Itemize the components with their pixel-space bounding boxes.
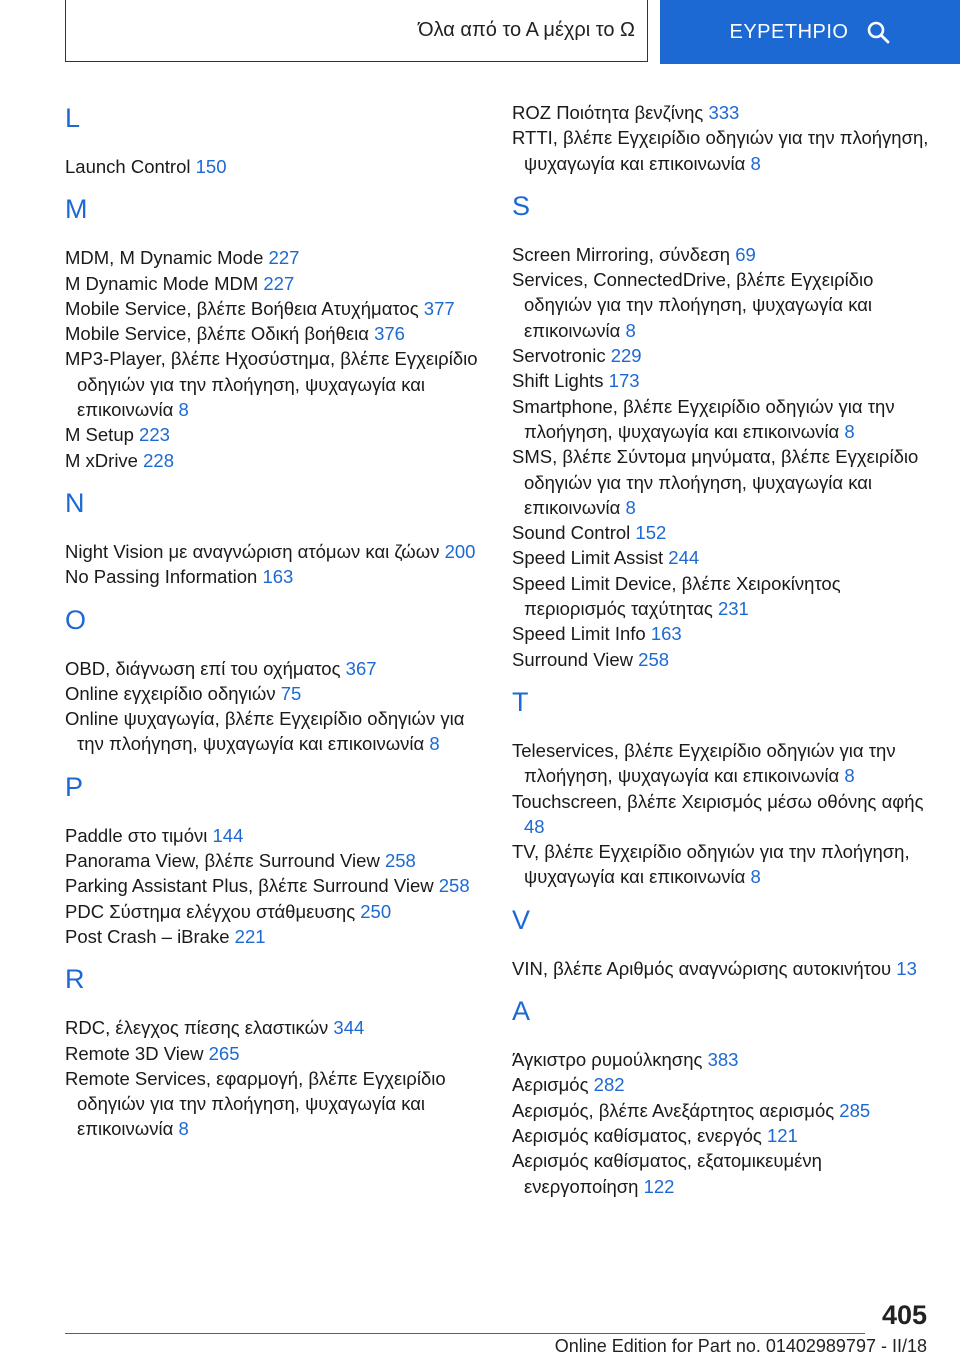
- index-entry: [512, 444, 932, 520]
- index-entry: [65, 823, 485, 848]
- index-page-link[interactable]: 377: [423, 297, 455, 319]
- index-page-link[interactable]: 344: [333, 1017, 365, 1039]
- index-group: [65, 961, 485, 1141]
- index-entry: [512, 571, 932, 622]
- index-entry: [65, 422, 485, 447]
- index-entry-text: OBD, διάγνωση επί του οχήματος: [65, 657, 346, 679]
- index-entry-text: Panorama View, βλέπε Surround View: [65, 850, 385, 872]
- index-entry: [512, 1098, 932, 1123]
- index-entry: [65, 1041, 485, 1066]
- footer-divider: [65, 1333, 865, 1334]
- index-entry: [65, 656, 485, 681]
- index-page-link[interactable]: 152: [635, 522, 667, 544]
- index-entry-text: Servotronic: [512, 345, 611, 367]
- index-page-link[interactable]: 231: [717, 598, 749, 620]
- index-entry: [65, 1015, 485, 1040]
- index-entry: [512, 545, 932, 570]
- index-entry-text: M xDrive: [65, 449, 144, 471]
- index-page-link[interactable]: 282: [593, 1074, 625, 1096]
- index-entry-text: RDC, έλεγχος πίεσης ελαστικών: [65, 1017, 334, 1039]
- index-page-link[interactable]: 333: [708, 102, 740, 123]
- index-entry-text: Speed Limit Device, βλέπε Χειροκίνητος περιορισμός ταχύτητας: [512, 572, 841, 620]
- index-letter-heading: T: [512, 686, 529, 717]
- index-page-link[interactable]: 69: [735, 243, 756, 265]
- index-entry: [512, 242, 932, 267]
- index-entry: [65, 245, 485, 270]
- tab-az-label: Όλα από το Α μέχρι το Ω: [418, 19, 635, 41]
- index-page-link[interactable]: 367: [345, 657, 377, 679]
- index-entry: [512, 738, 932, 789]
- index-page-link[interactable]: 229: [610, 345, 642, 367]
- header-tabs: [65, 0, 960, 64]
- index-page-link[interactable]: 8: [750, 866, 761, 888]
- index-entry: [65, 321, 485, 346]
- index-entry-text: Αερισμός: [512, 1074, 594, 1096]
- index-entry: [65, 706, 485, 757]
- index-page-link[interactable]: 258: [384, 850, 416, 872]
- index-entry: [65, 539, 485, 564]
- index-page-link[interactable]: 8: [178, 399, 189, 421]
- index-group: [65, 485, 485, 590]
- index-entry-text: Surround View: [512, 648, 639, 670]
- index-letter-heading: Α: [512, 996, 531, 1027]
- index-page-link[interactable]: 121: [766, 1124, 798, 1146]
- index-entry-text: MP3-Player, βλέπε Ηχοσύστημα, βλέπε Εγχειρίδιο οδηγιών για την πλοήγηση, ψυχαγωγία και επικοινωνία: [65, 348, 478, 421]
- index-page-link[interactable]: 8: [844, 420, 855, 442]
- index-entry-text: No Passing Information: [65, 566, 263, 588]
- page-number: 405: [881, 1300, 927, 1330]
- index-entry: [512, 267, 932, 343]
- index-entry-text: RTTI, βλέπε Εγχειρίδιο οδηγιών για την πλοήγηση, ψυχαγωγία και επικοινωνία: [512, 127, 929, 174]
- index-page-link[interactable]: 244: [668, 547, 700, 569]
- index-entry: [512, 125, 932, 176]
- index-letter-heading: S: [512, 190, 531, 221]
- index-entry-text: Services, ConnectedDrive, βλέπε Εγχειρίδιο οδηγιών για την πλοήγηση, ψυχαγωγία και επικοινωνία: [512, 269, 874, 341]
- index-page-link[interactable]: 163: [650, 623, 682, 645]
- index-entry-text: Αερισμός καθίσματος, εξατομικευμένη ενεργοποίηση: [512, 1150, 822, 1197]
- index-entry: [512, 368, 932, 393]
- index-letter-heading: P: [65, 771, 84, 802]
- index-entry-text: VIN, βλέπε Αριθμός αναγνώρισης αυτοκινήτου: [512, 957, 897, 979]
- index-entry: [65, 924, 485, 949]
- index-page-link[interactable]: 163: [262, 566, 294, 588]
- index-page-link[interactable]: 227: [268, 247, 300, 269]
- index-entry-text: Mobile Service, βλέπε Οδική βοήθεια: [65, 323, 375, 345]
- index-column-right: [512, 100, 932, 1199]
- index-entry-text: Screen Mirroring, σύνδεση: [512, 243, 736, 265]
- index-entry-text: Sound Control: [512, 522, 636, 544]
- index-letter-heading: O: [65, 604, 87, 635]
- index-entry-text: Αερισμός, βλέπε Ανεξάρτητος αερισμός: [512, 1099, 840, 1121]
- index-entry: [65, 154, 485, 179]
- index-letter-heading: M: [65, 194, 88, 225]
- index-entry-text: Smartphone, βλέπε Εγχειρίδιο οδηγιών για την πλοήγηση, ψυχαγωγία και επικοινωνία: [512, 395, 895, 442]
- index-entry-text: M Dynamic Mode MDM: [65, 272, 264, 294]
- index-group: [65, 191, 485, 473]
- index-entry: [512, 100, 932, 125]
- index-entry: [512, 343, 932, 368]
- index-entry-text: PDC Σύστημα ελέγχου στάθμευσης: [65, 900, 361, 922]
- index-entry-text: Online εγχειρίδιο οδηγιών: [65, 682, 281, 704]
- index-page-link[interactable]: 223: [139, 424, 170, 446]
- index-page-link[interactable]: 173: [608, 370, 640, 392]
- index-entry: [65, 873, 485, 898]
- index-entry: [512, 520, 932, 545]
- index-page-link[interactable]: 8: [625, 319, 636, 341]
- index-entry-text: Remote Services, εφαρμογή, βλέπε Εγχειρίδιο οδηγιών για την πλοήγηση, ψυχαγωγία και επικοινωνία: [65, 1067, 446, 1140]
- index-page-link[interactable]: 376: [374, 323, 405, 345]
- index-page-link[interactable]: 8: [844, 765, 855, 787]
- index-entry-text: Post Crash – iBrake: [65, 925, 235, 947]
- tab-az[interactable]: [65, 0, 648, 62]
- index-letter-heading: R: [65, 964, 85, 995]
- index-entry: [512, 956, 932, 981]
- index-entry-text: Shift Lights: [512, 370, 609, 392]
- index-entry-text: Touchscreen, βλέπε Χειρισμός μέσω οθόνης αφής: [512, 790, 924, 812]
- index-entry: [512, 1123, 932, 1148]
- index-group: [65, 602, 485, 757]
- index-entry: [65, 296, 485, 321]
- index-page-link[interactable]: 227: [263, 272, 295, 294]
- index-page-link[interactable]: 144: [212, 824, 244, 846]
- index-entry: [65, 1066, 485, 1142]
- index-entry-text: Άγκιστρο ρυμούλκησης: [512, 1049, 708, 1071]
- index-entry: [512, 621, 932, 646]
- index-page-link[interactable]: 75: [280, 682, 302, 704]
- index-letter-heading: V: [512, 904, 531, 935]
- index-page-link[interactable]: 8: [750, 152, 761, 174]
- index-entry-text: Mobile Service, βλέπε Βοήθεια Ατυχήματος: [65, 297, 424, 319]
- index-page-link[interactable]: 258: [638, 648, 670, 670]
- index-entry-text: Speed Limit Assist: [512, 547, 669, 569]
- index-entry: [65, 681, 485, 706]
- index-entry: [65, 346, 485, 422]
- index-letter-heading: L: [65, 103, 81, 133]
- index-entry: [65, 848, 485, 873]
- index-page-link[interactable]: 8: [178, 1118, 189, 1140]
- index-entry-text: Paddle στο τιμόνι: [65, 824, 213, 846]
- index-entry-text: Launch Control: [65, 156, 196, 177]
- index-page-link[interactable]: 221: [234, 925, 266, 947]
- index-group: [65, 100, 485, 179]
- search-icon[interactable]: [866, 20, 890, 44]
- index-entry-text: Αερισμός καθίσματος, ενεργός: [512, 1124, 767, 1146]
- index-page-link[interactable]: 258: [438, 875, 470, 897]
- index-page-link[interactable]: 228: [143, 449, 174, 471]
- index-page-link[interactable]: 285: [839, 1099, 871, 1121]
- footer-edition: Online Edition for Part no. 01402989797 - II/18: [554, 1336, 927, 1356]
- index-entry-text: ROZ Ποιότητα βενζίνης: [512, 102, 709, 123]
- index-entry: [512, 647, 932, 672]
- index-entry-text: TV, βλέπε Εγχειρίδιο οδηγιών για την πλοήγηση, ψυχαγωγία και επικοινωνία: [512, 841, 910, 888]
- tab-index-label: ΕΥΡΕΤΗΡΙΟ: [729, 20, 849, 43]
- index-entry-text: Night Vision με αναγνώριση ατόμων και ζώων: [65, 540, 445, 562]
- index-entry-text: Remote 3D View: [65, 1042, 209, 1064]
- index-entry-text: SMS, βλέπε Σύντομα μηνύματα, βλέπε Εγχειρίδιο οδηγιών για την πλοήγηση, ψυχαγωγία και επικοινωνία: [512, 446, 919, 518]
- index-column-left: [65, 100, 485, 1142]
- index-page-link[interactable]: 13: [896, 957, 917, 979]
- index-entry: [65, 899, 485, 924]
- index-group: [512, 684, 932, 890]
- index-page-link[interactable]: 383: [707, 1049, 739, 1071]
- index-page-link[interactable]: 200: [444, 540, 476, 562]
- index-group: [512, 993, 932, 1199]
- index-page-link[interactable]: 48: [524, 815, 545, 837]
- index-entry-text: Online ψυχαγωγία, βλέπε Εγχειρίδιο οδηγιών για την πλοήγηση, ψυχαγωγία και επικοινωνία: [65, 708, 465, 755]
- index-entry: [512, 839, 932, 890]
- index-group: [512, 188, 932, 672]
- index-entry-text: M Setup: [65, 424, 140, 446]
- index-entry: [512, 394, 932, 445]
- index-page-link[interactable]: 265: [208, 1042, 240, 1064]
- index-entry: [512, 789, 932, 840]
- tab-index[interactable]: [660, 0, 960, 64]
- index-page-link[interactable]: 250: [360, 900, 392, 922]
- index-entry: [65, 448, 485, 473]
- index-page-link[interactable]: 122: [643, 1175, 675, 1197]
- index-page-link[interactable]: 150: [195, 156, 227, 177]
- index-entry-text: Parking Assistant Plus, βλέπε Surround View: [65, 875, 439, 897]
- index-entry: [65, 564, 485, 589]
- index-entry: [512, 1148, 932, 1199]
- index-entry: [512, 1047, 932, 1072]
- index-entry-text: Speed Limit Info: [512, 623, 651, 645]
- index-entry: [512, 1072, 932, 1097]
- index-page-link[interactable]: 8: [625, 496, 636, 518]
- index-group: [512, 902, 932, 981]
- index-entry-text: MDM, M Dynamic Mode: [65, 247, 269, 269]
- index-group: [65, 769, 485, 949]
- index-letter-heading: N: [65, 487, 85, 518]
- index-entry-text: Teleservices, βλέπε Εγχειρίδιο οδηγιών για την πλοήγηση, ψυχαγωγία και επικοινωνία: [512, 739, 896, 787]
- index-entry: [65, 271, 485, 296]
- index-group: [512, 100, 932, 176]
- index-page-link[interactable]: 8: [429, 733, 440, 755]
